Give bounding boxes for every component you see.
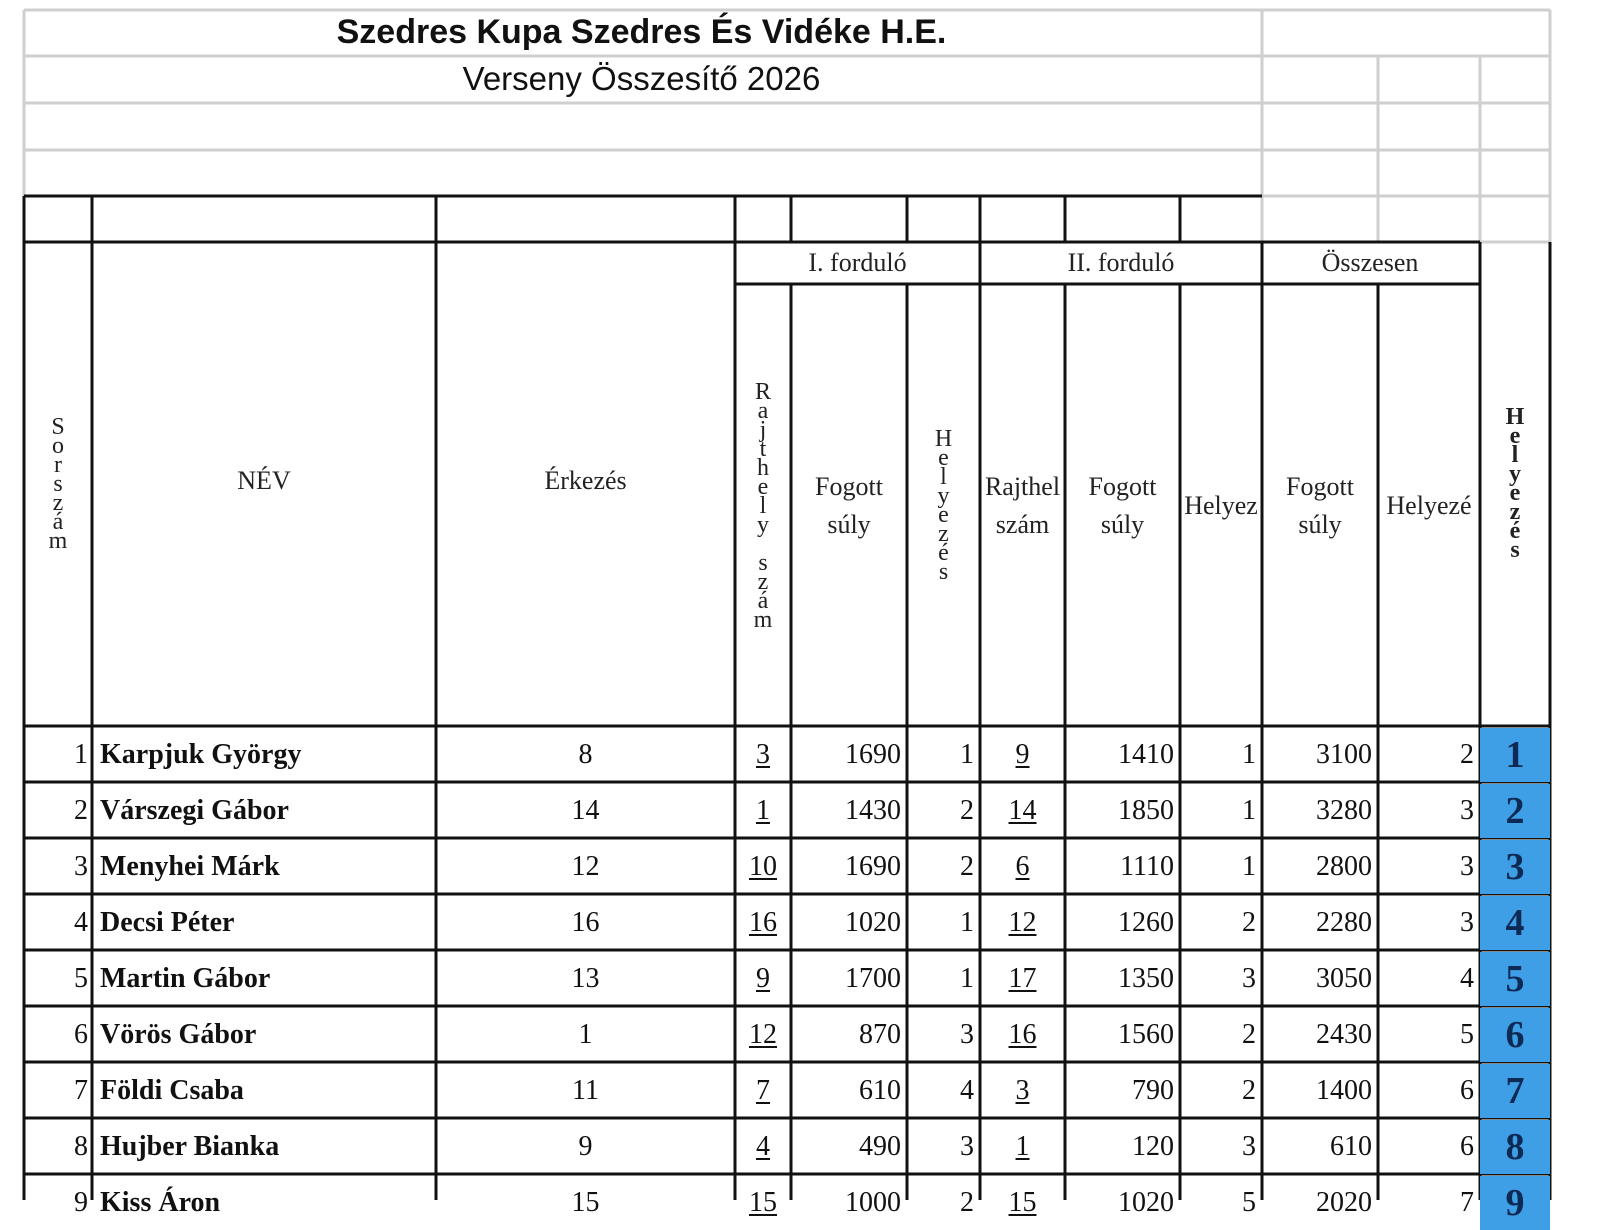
total-weight-cell: 2800	[1316, 851, 1372, 882]
total-weight-cell: 2430	[1316, 1019, 1372, 1050]
r2-weight-cell: 120	[1132, 1131, 1174, 1162]
total-weight-cell: 2020	[1316, 1187, 1372, 1218]
r1-place-cell: 1	[960, 963, 974, 994]
r2-start-cell: 6	[1015, 851, 1030, 882]
arrival-cell: 11	[572, 1075, 599, 1106]
header-final-helyezes: H e l y e z é s	[1505, 404, 1525, 563]
total-place-cell: 3	[1460, 851, 1474, 882]
header-round2: II. forduló	[1067, 248, 1175, 277]
arrival-cell: 15	[571, 1187, 600, 1218]
header-r1-fogott	[791, 466, 907, 546]
r2-place-cell: 1	[1242, 851, 1256, 882]
sorszam-cell: 9	[74, 1187, 88, 1218]
r2-start-cell: 12	[1008, 907, 1037, 938]
sorszam-cell: 3	[74, 851, 88, 882]
arrival-cell: 14	[571, 795, 600, 826]
r2-weight-cell: 790	[1132, 1075, 1174, 1106]
header-r1-fogott-line1: Fogott	[815, 472, 883, 501]
header-r2-rajthely-line1: Rajthel	[984, 472, 1061, 501]
total-place-cell: 7	[1460, 1187, 1474, 1218]
name-cell: Várszegi Gábor	[100, 795, 289, 826]
r1-weight-cell: 1000	[845, 1187, 901, 1218]
sheet-title: Szedres Kupa Szedres És Vidéke H.E.	[336, 13, 947, 51]
r1-weight-cell: 870	[859, 1019, 901, 1050]
total-weight-cell: 2280	[1316, 907, 1372, 938]
total-weight-cell: 1400	[1316, 1075, 1372, 1106]
r2-start-cell: 14	[1008, 795, 1037, 826]
header-r1-helyezes: H e l y e z é s	[934, 426, 953, 585]
r2-start-cell: 15	[1008, 1187, 1037, 1218]
header-r1-fogott-line2: súly	[827, 510, 871, 539]
r2-weight-cell: 1020	[1118, 1187, 1174, 1218]
total-place-cell: 4	[1460, 963, 1474, 994]
total-place-cell: 2	[1460, 739, 1474, 770]
header-r2-helyezes: Helyez	[1184, 491, 1258, 520]
arrival-cell: 13	[571, 963, 600, 994]
final-rank-cell: 3	[1480, 840, 1550, 894]
final-rank-cell: 5	[1480, 952, 1550, 1006]
total-weight-cell: 3280	[1316, 795, 1372, 826]
r2-place-cell: 1	[1242, 795, 1256, 826]
final-rank-cell: 6	[1480, 1008, 1550, 1062]
r1-place-cell: 2	[960, 851, 974, 882]
final-rank-cell: 1	[1480, 728, 1550, 782]
header-total-fogott-line2: súly	[1298, 510, 1342, 539]
r1-weight-cell: 1690	[845, 851, 901, 882]
r2-place-cell: 2	[1242, 1075, 1256, 1106]
final-rank-cell: 2	[1480, 784, 1550, 838]
name-cell: Földi Csaba	[100, 1075, 244, 1106]
r1-place-cell: 3	[960, 1019, 974, 1050]
name-cell: Menyhei Márk	[100, 851, 280, 882]
r2-weight-cell: 1260	[1118, 907, 1174, 938]
total-weight-cell: 610	[1330, 1131, 1372, 1162]
total-place-cell: 6	[1460, 1075, 1474, 1106]
r2-start-cell: 16	[1008, 1019, 1037, 1050]
r2-place-cell: 2	[1242, 907, 1256, 938]
header-r2-rajthely	[980, 466, 1065, 546]
r1-place-cell: 3	[960, 1131, 974, 1162]
r1-place-cell: 4	[960, 1075, 974, 1106]
r2-start-cell: 3	[1015, 1075, 1030, 1106]
r1-start-cell: 3	[756, 739, 770, 770]
sorszam-cell: 8	[74, 1131, 88, 1162]
r2-weight-cell: 1410	[1118, 739, 1174, 770]
r1-start-cell: 16	[749, 907, 777, 938]
header-round1: I. forduló	[808, 248, 907, 277]
arrival-cell: 12	[571, 851, 600, 882]
sorszam-cell: 6	[74, 1019, 88, 1050]
header-r2-fogott-line1: Fogott	[1088, 472, 1157, 501]
r2-start-cell: 1	[1015, 1131, 1030, 1162]
r2-place-cell: 3	[1242, 1131, 1256, 1162]
total-weight-cell: 3100	[1316, 739, 1372, 770]
header-r2-fogott	[1065, 466, 1180, 546]
r1-weight-cell: 610	[859, 1075, 901, 1106]
header-total-fogott	[1262, 466, 1378, 546]
sorszam-cell: 2	[74, 795, 88, 826]
r2-place-cell: 2	[1242, 1019, 1256, 1050]
name-cell: Martin Gábor	[100, 963, 271, 994]
header-total-fogott-line1: Fogott	[1286, 472, 1354, 501]
total-place-cell: 6	[1460, 1131, 1474, 1162]
name-cell: Karpjuk György	[100, 739, 302, 770]
r2-start-cell: 9	[1015, 739, 1030, 770]
r1-place-cell: 2	[960, 1187, 974, 1218]
sorszam-cell: 5	[74, 963, 88, 994]
r1-place-cell: 2	[960, 795, 974, 826]
header-total-helyezes: Helyezé	[1386, 491, 1472, 520]
r2-weight-cell: 1850	[1118, 795, 1174, 826]
r2-place-cell: 5	[1242, 1187, 1256, 1218]
r1-weight-cell: 1690	[845, 739, 901, 770]
r1-start-cell: 9	[756, 963, 770, 994]
arrival-cell: 16	[571, 907, 600, 938]
r2-weight-cell: 1560	[1118, 1019, 1174, 1050]
name-cell: Vörös Gábor	[100, 1019, 257, 1050]
total-weight-cell: 3050	[1316, 963, 1372, 994]
arrival-cell: 1	[578, 1019, 593, 1050]
name-cell: Hujber Bianka	[100, 1131, 280, 1162]
r1-start-cell: 7	[756, 1075, 770, 1106]
final-rank-cell: 8	[1480, 1120, 1550, 1174]
r1-place-cell: 1	[960, 907, 974, 938]
r2-place-cell: 1	[1242, 739, 1256, 770]
arrival-cell: 9	[578, 1131, 593, 1162]
r1-weight-cell: 1430	[845, 795, 901, 826]
r1-start-cell: 15	[749, 1187, 777, 1218]
header-erkezes: Érkezés	[544, 466, 627, 495]
r2-weight-cell: 1350	[1118, 963, 1174, 994]
sorszam-cell: 4	[74, 907, 88, 938]
r1-place-cell: 1	[960, 739, 974, 770]
total-place-cell: 5	[1460, 1019, 1474, 1050]
header-nev: NÉV	[237, 466, 291, 495]
r2-place-cell: 3	[1242, 963, 1256, 994]
final-rank-cell: 9	[1480, 1176, 1550, 1230]
header-r1-rajthely: R a j t h e l y s z á m	[753, 378, 773, 633]
name-cell: Kiss Áron	[100, 1187, 221, 1218]
sheet-subtitle: Verseny Összesítő 2026	[462, 60, 821, 97]
r1-start-cell: 12	[749, 1019, 777, 1050]
r1-start-cell: 4	[756, 1131, 770, 1162]
r1-start-cell: 1	[756, 795, 770, 826]
r1-weight-cell: 1020	[845, 907, 901, 938]
r2-start-cell: 17	[1008, 963, 1037, 994]
header-r2-rajthely-line2: szám	[995, 510, 1050, 539]
arrival-cell: 8	[578, 739, 593, 770]
final-rank-cell: 7	[1480, 1064, 1550, 1118]
header-sorszam: S o r s z á m	[48, 413, 68, 554]
r2-weight-cell: 1110	[1120, 851, 1174, 882]
sorszam-cell: 1	[74, 739, 88, 770]
r1-start-cell: 10	[749, 851, 777, 882]
total-place-cell: 3	[1460, 795, 1474, 826]
sorszam-cell: 7	[74, 1075, 88, 1106]
final-rank-cell: 4	[1480, 896, 1550, 950]
r1-weight-cell: 490	[859, 1131, 901, 1162]
r1-weight-cell: 1700	[845, 963, 901, 994]
header-r2-fogott-line2: súly	[1100, 510, 1145, 539]
total-place-cell: 3	[1460, 907, 1474, 938]
header-total: Összesen	[1321, 248, 1419, 277]
name-cell: Decsi Péter	[100, 907, 235, 938]
